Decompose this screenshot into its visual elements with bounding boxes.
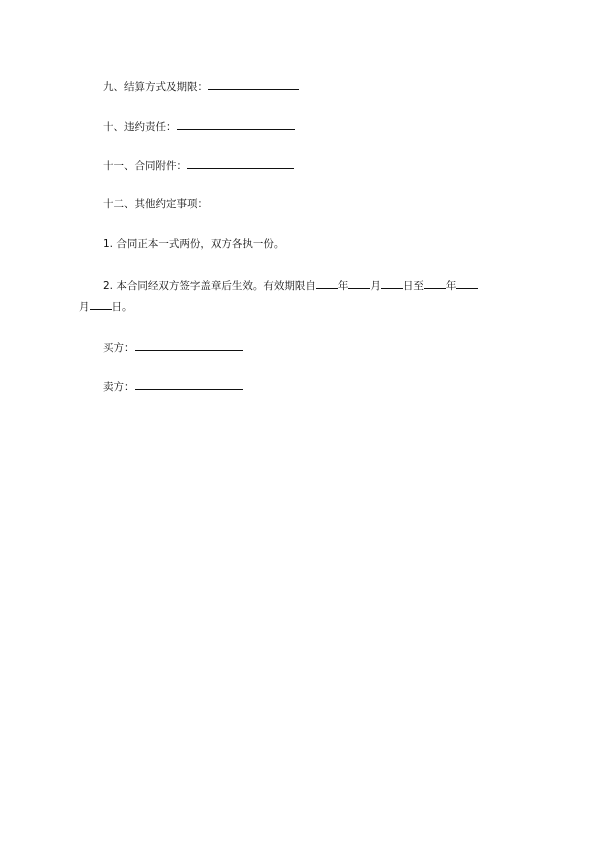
month-char: 月 <box>370 280 381 292</box>
start-day-blank[interactable] <box>381 277 403 289</box>
year-char: 年 <box>337 280 349 292</box>
end-month-blank[interactable] <box>456 277 478 289</box>
seller-blank[interactable] <box>135 378 243 390</box>
start-year-blank[interactable] <box>316 277 338 289</box>
item-2-text: 2. 本合同经双方签字盖章后生效。有效期限自 <box>103 280 316 292</box>
attachments-clause <box>103 157 294 173</box>
item-2-continued <box>79 298 133 314</box>
start-month-blank[interactable] <box>348 277 370 289</box>
year-char-2: 年 <box>445 280 457 292</box>
seller-signature <box>103 378 243 394</box>
liability-blank[interactable] <box>177 118 295 130</box>
end-year-blank[interactable] <box>424 277 446 289</box>
attachments-blank[interactable] <box>187 157 294 169</box>
day-to-text: 日至 <box>402 280 424 292</box>
item-2 <box>103 277 478 293</box>
liability-label: 十、违约责任： <box>103 121 177 133</box>
attachments-label: 十一、合同附件： <box>103 160 187 172</box>
item-1-text: 1. 合同正本一式两份，双方各执一份。 <box>103 238 285 250</box>
month-char-2: 月 <box>79 301 90 313</box>
end-day-blank[interactable] <box>90 298 112 310</box>
day-end-text: 日。 <box>111 301 133 313</box>
settlement-clause <box>103 78 299 94</box>
seller-label: 卖方： <box>103 381 135 393</box>
settlement-label: 九、结算方式及期限： <box>103 81 208 93</box>
settlement-blank[interactable] <box>208 78 299 90</box>
buyer-signature <box>103 339 243 355</box>
buyer-blank[interactable] <box>135 339 243 351</box>
item-1 <box>103 237 284 251</box>
liability-clause <box>103 118 295 134</box>
other-matters-clause <box>103 197 208 211</box>
other-matters-label: 十二、其他约定事项： <box>103 198 208 210</box>
buyer-label: 买方： <box>103 342 135 354</box>
